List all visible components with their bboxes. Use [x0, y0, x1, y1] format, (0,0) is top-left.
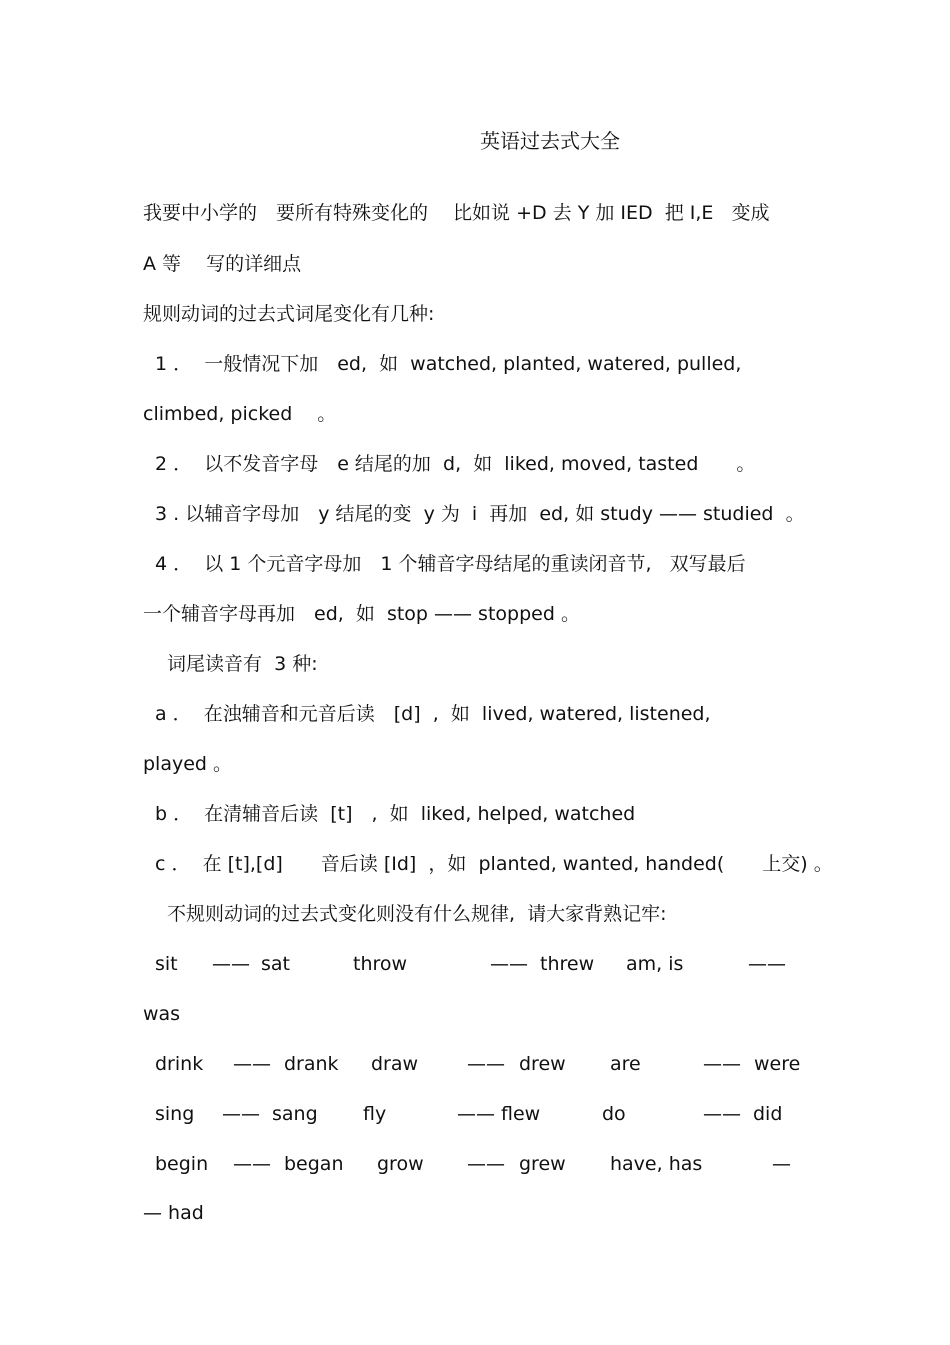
rule-1-line-1: 1 ． 一般情况下加 ed, 如 watched, planted, watered, pulled,: [155, 353, 742, 375]
verb-dash: ——: [222, 1103, 260, 1125]
irregular-row: [155, 955, 805, 979]
pronunciation-a-line-2: played 。: [143, 753, 233, 775]
rule-4-line-2: 一个辅音字母再加 ed, 如 stop —— stopped 。: [143, 603, 580, 625]
rule-2: 2 ． 以不发音字母 e 结尾的加 d, 如 liked, moved, tasted 。: [155, 453, 756, 475]
verb-base: sit: [155, 953, 178, 975]
pronunciation-b: b ． 在清辅音后读 [t] , 如 liked, helped, watched: [155, 803, 636, 825]
verb-base: sing: [155, 1103, 195, 1125]
verb-past: drank: [284, 1053, 339, 1075]
verb-base: have, has: [610, 1153, 703, 1175]
irregular-row: [155, 1155, 805, 1179]
verb-past: sat: [261, 953, 290, 975]
verb-dash: ——: [467, 1153, 505, 1175]
intro-line-2: A 等 写的详细点: [143, 253, 302, 275]
verb-dash: ——: [233, 1153, 271, 1175]
verb-base: drink: [155, 1053, 204, 1075]
rule-1-line-2: climbed, picked 。: [143, 403, 337, 425]
verb-past: — had: [143, 1202, 204, 1224]
verb-dash: ——: [703, 1053, 741, 1075]
verb-base: am, is: [626, 953, 684, 975]
verb-dash: ——: [490, 953, 528, 975]
verb-dash: ——: [467, 1053, 505, 1075]
rule-4-line-1: 4 ． 以 1 个元音字母加 1 个辅音字母结尾的重读闭音节, 双写最后: [155, 553, 746, 575]
verb-dash: ——: [748, 953, 786, 975]
verb-past: did: [753, 1103, 783, 1125]
verb-past: drew: [519, 1053, 566, 1075]
verb-past: threw: [540, 953, 595, 975]
verb-dash: ——: [233, 1053, 271, 1075]
page-title: 英语过去式大全: [480, 129, 620, 153]
rule-3: 3 . 以辅音字母加 y 结尾的变 y 为 i 再加 ed, 如 study —— studied 。: [155, 503, 805, 525]
verb-base: do: [602, 1103, 626, 1125]
verb-base: are: [610, 1053, 641, 1075]
intro-line-1: 我要中小学的 要所有特殊变化的 比如说 +D 去 Y 加 IED 把 I,E 变成: [143, 202, 770, 224]
verb-dash: ——: [703, 1103, 741, 1125]
verb-base: throw: [353, 953, 408, 975]
verb-dash: —: [772, 1153, 791, 1175]
verb-past: began: [284, 1153, 344, 1175]
pronunciation-heading: 词尾读音有 3 种:: [167, 653, 318, 675]
verb-past: were: [754, 1053, 801, 1075]
verb-base: fly: [363, 1103, 387, 1125]
verb-past: was: [143, 1003, 181, 1025]
pronunciation-c: c ． 在 [t],[d] 音后读 [Id] ，如 planted, wanted, handed( 上交) 。: [155, 853, 833, 875]
verb-dash: ——: [212, 953, 250, 975]
verb-past: grew: [519, 1153, 566, 1175]
irregular-row: [155, 1055, 805, 1079]
verb-base: draw: [371, 1053, 419, 1075]
verb-dash: ——: [457, 1103, 495, 1125]
irregular-row: [155, 1105, 805, 1129]
verb-past: flew: [501, 1103, 541, 1125]
verb-base: begin: [155, 1153, 209, 1175]
regular-heading: 规则动词的过去式词尾变化有几种:: [143, 303, 435, 325]
pronunciation-a-line-1: a ． 在浊辅音和元音后读 [d] , 如 lived, watered, listened,: [155, 703, 711, 725]
verb-base: grow: [377, 1153, 424, 1175]
irregular-heading: 不规则动词的过去式变化则没有什么规律, 请大家背熟记牢:: [167, 903, 667, 925]
verb-past: sang: [272, 1103, 318, 1125]
